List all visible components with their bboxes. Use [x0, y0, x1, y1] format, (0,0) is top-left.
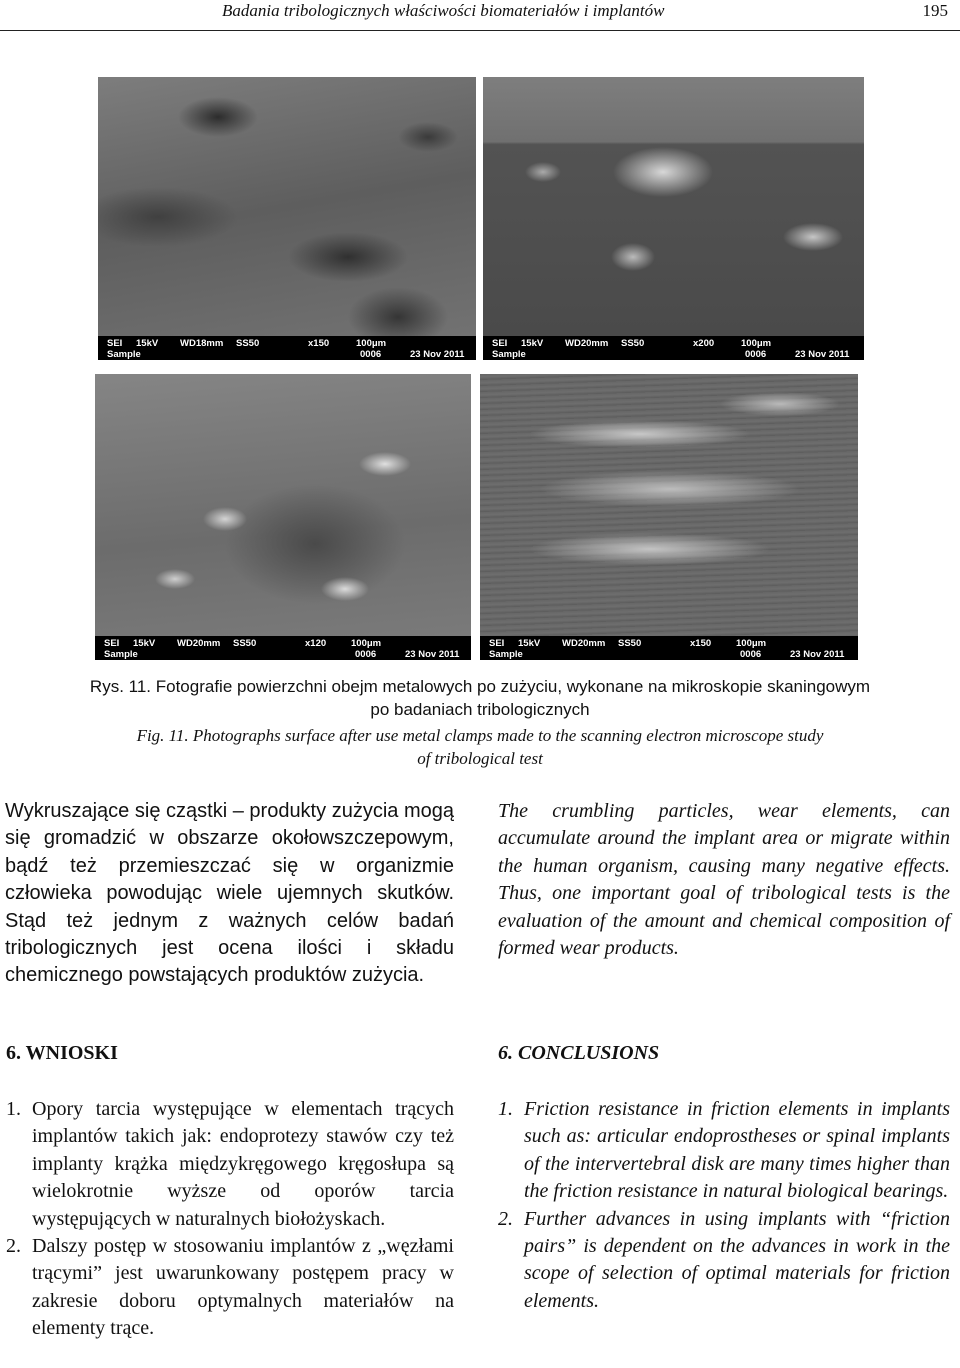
page-number: 195 [922, 1, 948, 20]
sem-date: 23 Nov 2011 [795, 349, 850, 360]
sem-sample-number: 0006 [360, 349, 382, 360]
body-paragraph-pl: Wykruszające się cząstki – produkty zużycia mogą się gromadzić w obszarze okołowszczepowym, bądź też przemieszczać się w organizmie człowieka powodując wiele ujemnych skutków. Stąd też jednym z ważnych celów badań tribologicznych jest ocena ilości i składu chemicznego powstających produktów zużycia. [5, 800, 454, 987]
sem-magnification: x120 [305, 638, 327, 649]
sem-scale: 100μm [356, 338, 387, 349]
sem-surface [95, 374, 471, 636]
sem-sample-label: Sample [107, 349, 141, 360]
sem-spot-size: SS50 [236, 338, 260, 349]
list-item-number: 2. [498, 1207, 513, 1230]
figure-caption-en [0, 724, 960, 770]
sem-sample-label: Sample [492, 349, 526, 360]
sem-surface [480, 374, 858, 636]
sem-scale: 100μm [351, 638, 382, 649]
caption-pl-line-2: po badaniach tribologicznych [370, 700, 590, 719]
list-item-text: Dalszy postęp w stosowaniu implantów z „węzłami trącymi” jest uwarunkowany postępem pracy w zakresie doboru optymalnych materiałów na elementy trące. [32, 1235, 454, 1340]
sem-voltage: 15kV [133, 638, 156, 649]
sem-working-distance: WD18mm [180, 338, 224, 349]
list-item-text: Opory tarcia występujące w elementach trących implantów takich jak: endoprotezy stawów czy też implanty krążka międzykręgowego kręgosłupa są wielokrotnie wyższe od oporów tarcia występujących w naturalnych biołożyskach. [32, 1098, 454, 1230]
figure-caption-pl [0, 675, 960, 721]
sem-date: 23 Nov 2011 [410, 349, 465, 360]
sem-magnification: x150 [690, 638, 712, 649]
list-item-number: 2. [6, 1235, 21, 1258]
list-item-text: Further advances in using implants with “friction pairs” is dependent on the advances in work in the scope of selection of optimal materials for friction elements. [524, 1207, 950, 1312]
sem-surface [98, 77, 476, 336]
sem-voltage: 15kV [521, 338, 544, 349]
list-item [6, 1096, 454, 1233]
sem-sample-label: Sample [104, 649, 138, 660]
sem-working-distance: WD20mm [177, 638, 221, 649]
caption-en-line-1: Fig. 11. Photographs surface after use metal clamps made to the scanning electron microscope study [136, 726, 824, 745]
running-title: Badania tribologicznych właściwości biomateriałów i implantów [222, 1, 665, 20]
body-paragraph-en: The crumbling particles, wear elements, can accumulate around the implant area or migrate within the human organism, causing many negative effects. Thus, one important goal of tribological tests is the evaluation of the amount and chemical composition of formed wear products. [498, 800, 950, 960]
sem-sample-label: Sample [489, 649, 523, 660]
sem-voltage: 15kV [136, 338, 159, 349]
section-title-en: 6. CONCLUSIONS [498, 1042, 660, 1064]
section-title-pl: 6. WNIOSKI [6, 1042, 118, 1064]
sem-spot-size: SS50 [233, 638, 257, 649]
sem-magnification: x200 [693, 338, 715, 349]
caption-pl-line-1: Rys. 11. Fotografie powierzchni obejm metalowych po zużyciu, wykonane na mikroskopie skaningowym [89, 677, 871, 696]
sem-info-bar [480, 636, 858, 660]
sem-info-bar [95, 636, 471, 660]
sem-image-2 [483, 77, 864, 360]
sem-working-distance: WD20mm [562, 638, 606, 649]
header-rule [0, 30, 960, 31]
sem-info-bar [483, 336, 864, 360]
sem-date: 23 Nov 2011 [790, 649, 845, 660]
sem-scale: 100μm [741, 338, 772, 349]
list-item [6, 1233, 454, 1343]
conclusions-list-pl [6, 1096, 454, 1343]
sem-scale: 100μm [736, 638, 767, 649]
sem-mode: SEI [492, 338, 508, 349]
sem-voltage: 15kV [518, 638, 541, 649]
caption-en-line-2: of tribological test [417, 749, 543, 768]
list-item-number: 1. [6, 1098, 21, 1120]
list-item [498, 1096, 950, 1206]
sem-mode: SEI [489, 638, 505, 649]
list-item-text: Friction resistance in friction elements in implants such as: articular endoprostheses or spinal implants of the intervertebral disk are many times higher than the friction resistance in natural biological bearings. [524, 1098, 950, 1203]
sem-date: 23 Nov 2011 [405, 649, 460, 660]
sem-image-4 [480, 374, 858, 660]
sem-spot-size: SS50 [621, 338, 645, 349]
conclusions-list-en [498, 1096, 950, 1315]
sem-sample-number: 0006 [740, 649, 762, 660]
sem-working-distance: WD20mm [565, 338, 609, 349]
sem-image-1 [98, 77, 476, 360]
sem-sample-number: 0006 [745, 349, 767, 360]
sem-surface [483, 77, 864, 336]
sem-info-bar [98, 336, 476, 360]
sem-image-3 [95, 374, 471, 660]
sem-spot-size: SS50 [618, 638, 642, 649]
sem-magnification: x150 [308, 338, 330, 349]
list-item-number: 1. [498, 1098, 513, 1120]
list-item [498, 1206, 950, 1316]
page-header [0, 0, 960, 34]
sem-mode: SEI [107, 338, 123, 349]
sem-sample-number: 0006 [355, 649, 377, 660]
sem-mode: SEI [104, 638, 120, 649]
